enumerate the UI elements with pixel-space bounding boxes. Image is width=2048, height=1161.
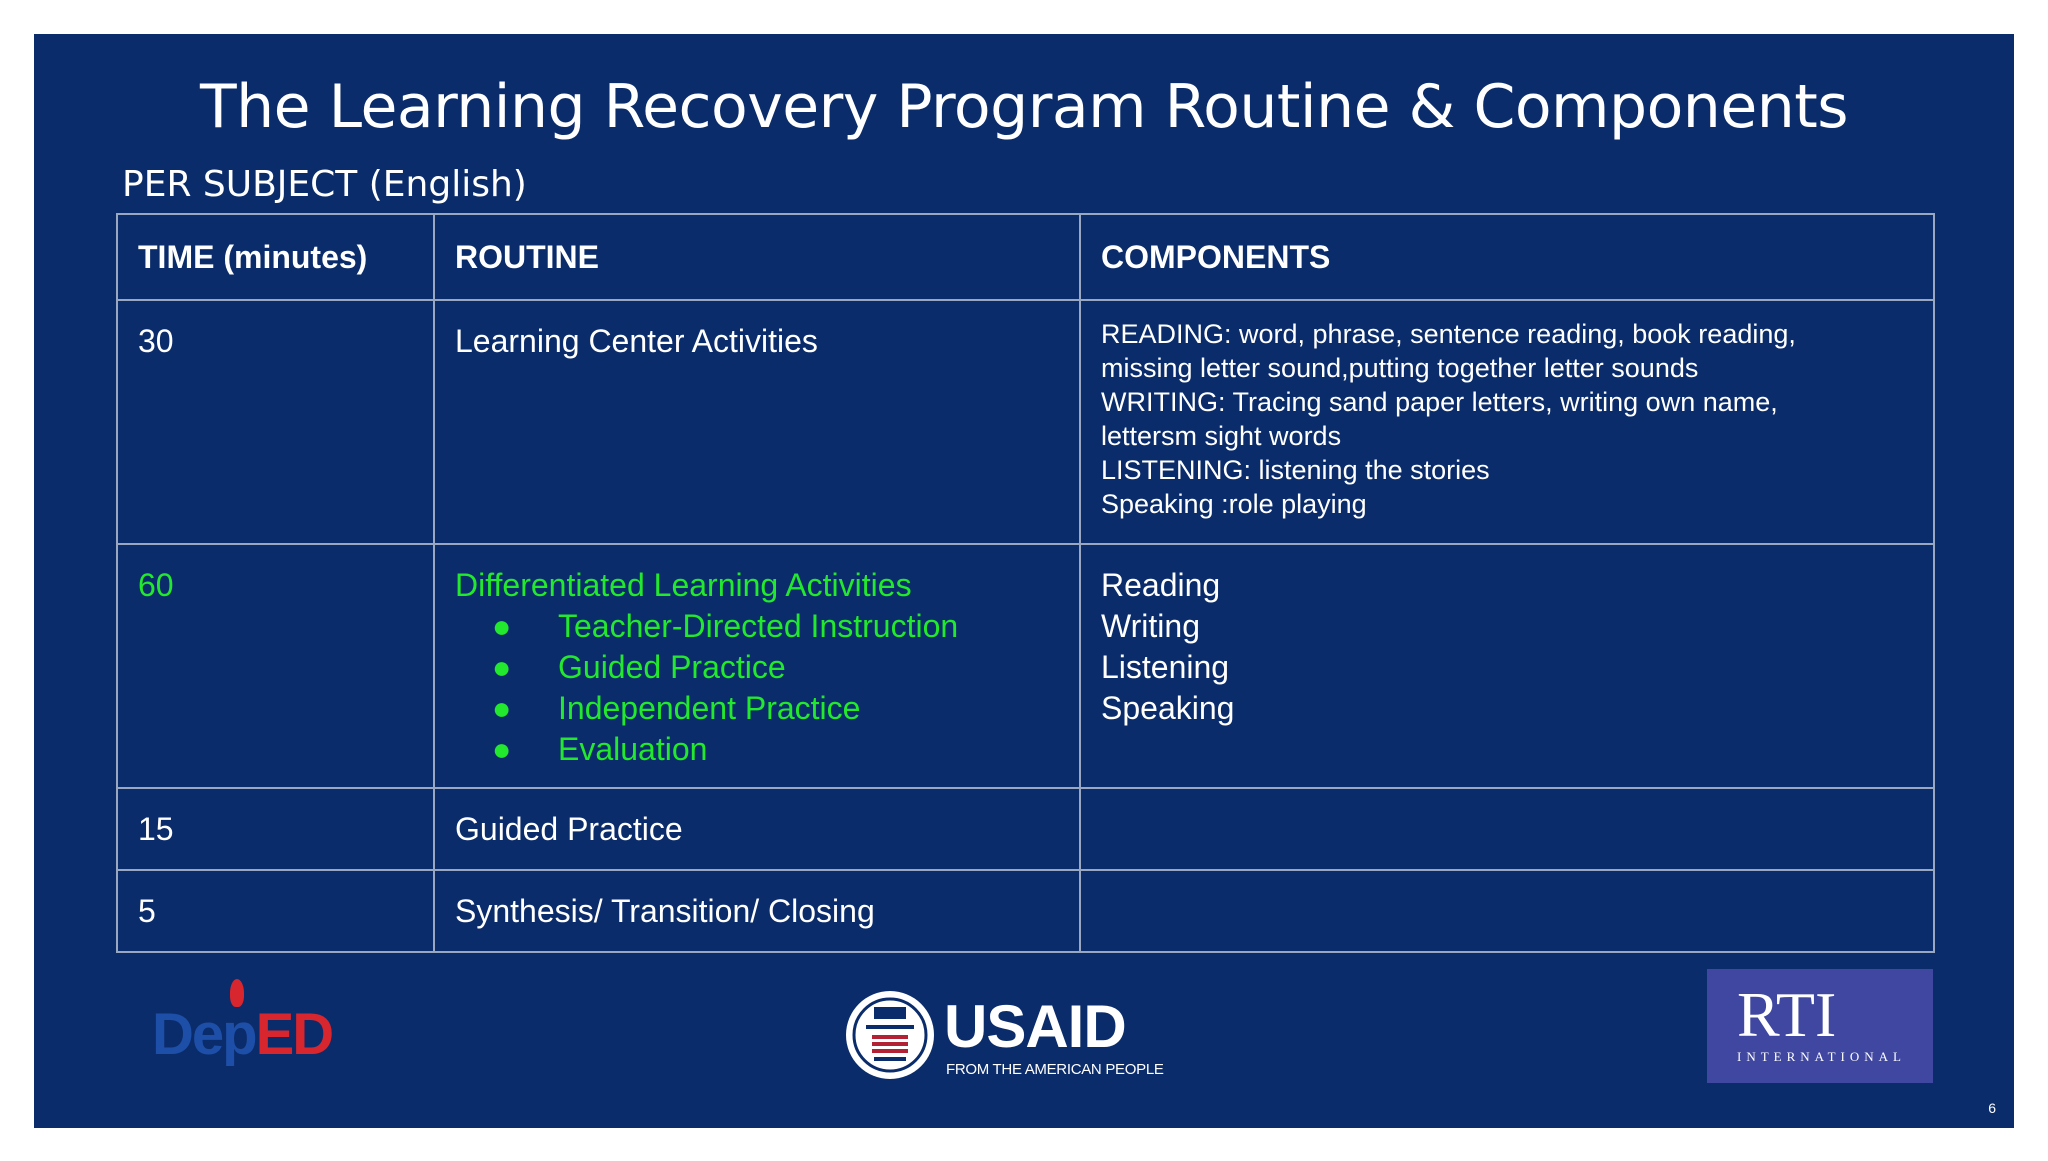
usaid-logo xyxy=(844,983,1164,1093)
bullet-text: Guided Practice xyxy=(558,649,786,685)
slide-title: The Learning Recovery Program Routine & Components xyxy=(199,72,1849,142)
logo-strip xyxy=(34,969,2014,1109)
component-line: WRITING: Tracing sand paper letters, writing own name, xyxy=(1101,387,1778,417)
slide xyxy=(34,34,2014,1128)
table-row xyxy=(117,544,1934,788)
time-cell: 5 xyxy=(117,870,434,952)
routine-bullet-list xyxy=(455,606,1059,770)
header-time: TIME (minutes) xyxy=(117,214,434,300)
components-cell xyxy=(1080,870,1934,952)
component-line: Writing xyxy=(1101,608,1200,644)
rti-logo xyxy=(1707,969,1933,1083)
list-item xyxy=(455,606,1059,647)
routine-cell: Synthesis/ Transition/ Closing xyxy=(434,870,1080,952)
component-line: LISTENING: listening the stories xyxy=(1101,455,1490,485)
bullet-icon: ● xyxy=(492,690,512,726)
list-item xyxy=(455,729,1059,770)
table-row xyxy=(117,788,1934,870)
component-line: Speaking :role playing xyxy=(1101,489,1367,519)
header-components: COMPONENTS xyxy=(1080,214,1934,300)
component-line: Speaking xyxy=(1101,690,1235,726)
table-row xyxy=(117,300,1934,544)
bullet-icon: ● xyxy=(492,731,512,767)
time-cell: 15 xyxy=(117,788,434,870)
component-line: missing letter sound,putting together letter sounds xyxy=(1101,353,1699,383)
time-cell: 30 xyxy=(117,300,434,544)
bullet-text: Independent Practice xyxy=(558,690,861,726)
rti-wordmark: RTI xyxy=(1737,979,1837,1050)
usaid-wordmark: USAID xyxy=(944,993,1126,1060)
usaid-tagline: FROM THE AMERICAN PEOPLE xyxy=(946,1061,1164,1078)
components-cell xyxy=(1080,788,1934,870)
routine-cell xyxy=(434,544,1080,788)
bullet-text: Evaluation xyxy=(558,731,708,767)
slide-subtitle: PER SUBJECT (English) xyxy=(122,164,527,205)
component-line: Reading xyxy=(1101,567,1221,603)
components-cell xyxy=(1080,300,1934,544)
routine-title: Differentiated Learning Activities xyxy=(455,567,912,603)
bullet-text: Teacher-Directed Instruction xyxy=(558,608,959,644)
deped-logo xyxy=(152,979,342,1089)
routine-cell: Learning Center Activities xyxy=(434,300,1080,544)
bullet-icon: ● xyxy=(492,649,512,685)
table-row xyxy=(117,870,1934,952)
component-line: lettersm sight words xyxy=(1101,421,1342,451)
components-cell xyxy=(1080,544,1934,788)
time-cell: 60 xyxy=(117,544,434,788)
usaid-seal-icon xyxy=(844,989,936,1081)
component-line: Listening xyxy=(1101,649,1230,685)
routine-table xyxy=(116,213,1935,953)
header-routine: ROUTINE xyxy=(434,214,1080,300)
bullet-icon: ● xyxy=(492,608,512,644)
rti-tagline: INTERNATIONAL xyxy=(1737,1049,1906,1064)
deped-wordmark: DepED xyxy=(152,1002,333,1067)
component-line: READING: word, phrase, sentence reading, book reading, xyxy=(1101,319,1796,349)
list-item xyxy=(455,647,1059,688)
table-header-row xyxy=(117,214,1934,300)
list-item xyxy=(455,688,1059,729)
page-number: 6 xyxy=(1988,1100,1996,1116)
routine-cell: Guided Practice xyxy=(434,788,1080,870)
